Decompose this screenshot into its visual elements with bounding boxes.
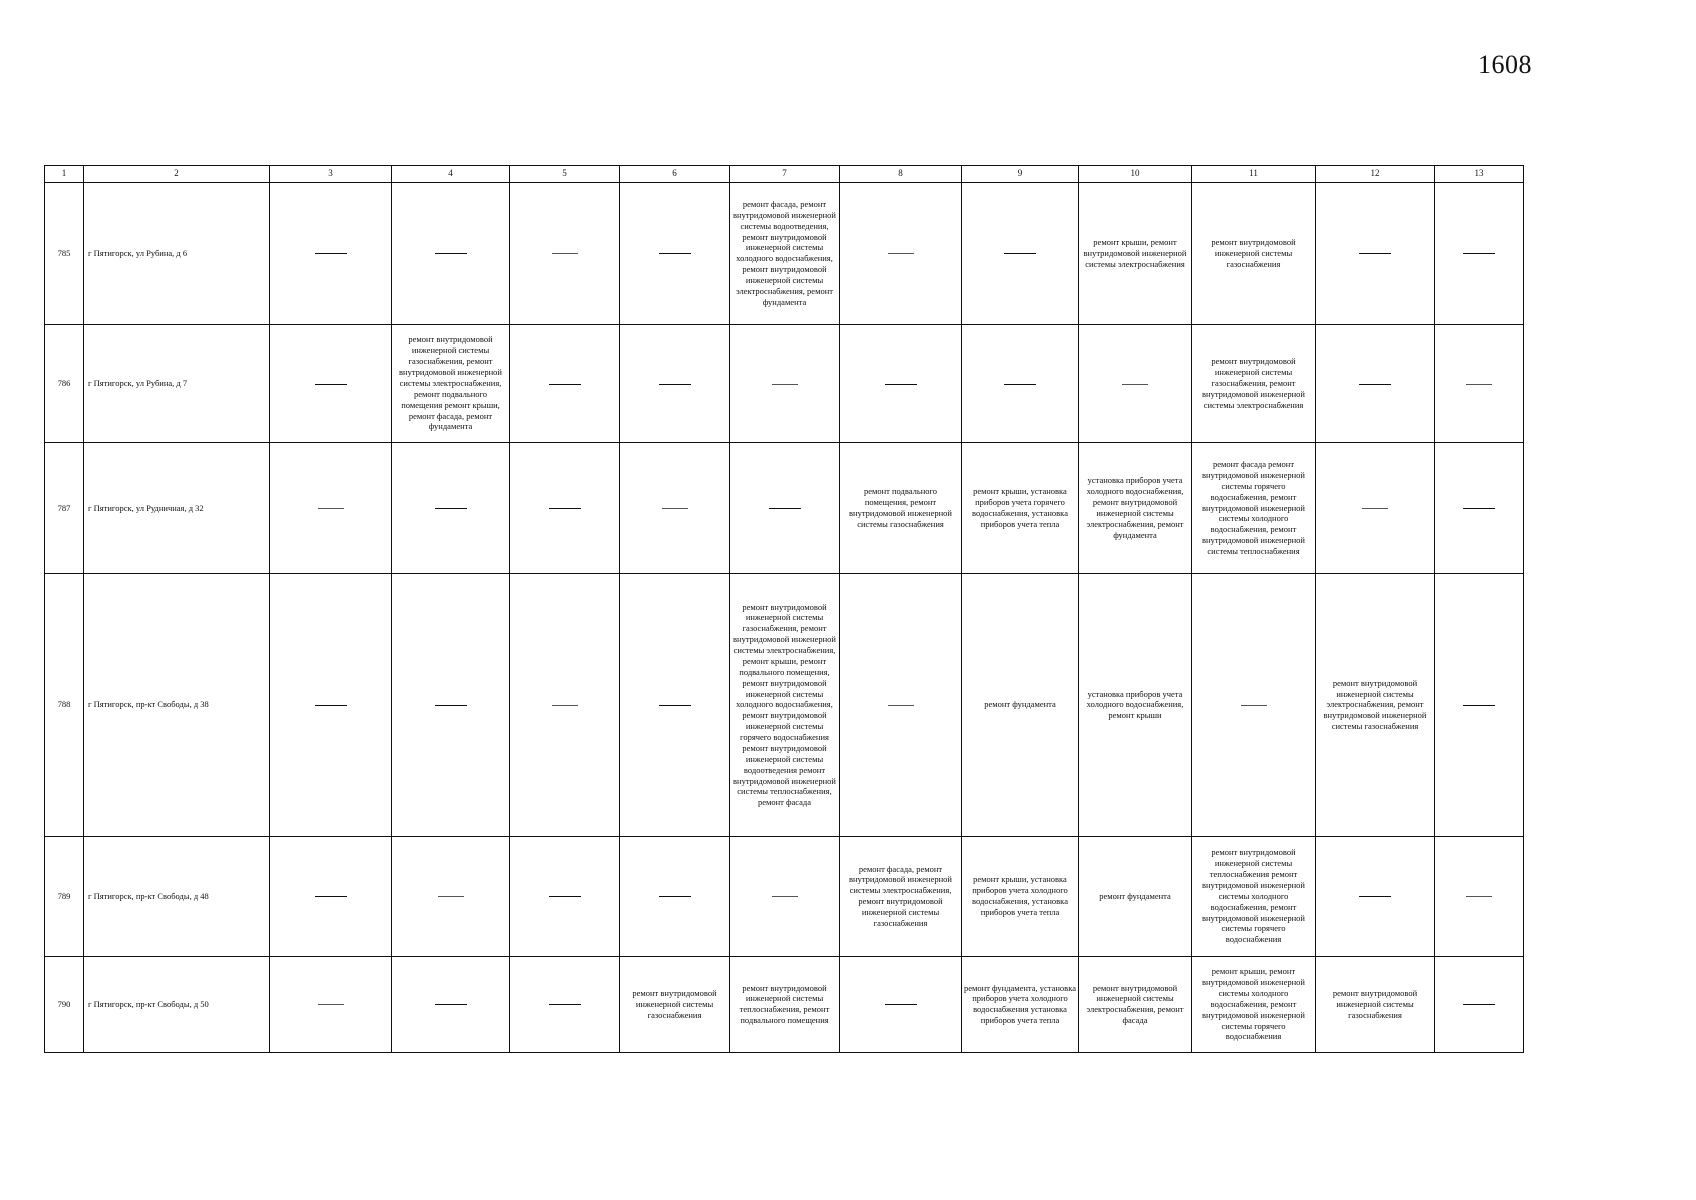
column-header-13: 13 xyxy=(1435,166,1524,183)
repair-schedule-table-wrap xyxy=(44,165,1523,1053)
dash-mark xyxy=(549,384,581,385)
dash-mark xyxy=(318,1004,344,1005)
empty-cell xyxy=(392,956,510,1052)
empty-cell xyxy=(510,443,620,574)
repair-work-cell: ремонт крыши, установка приборов учета горячего водоснабжения, установка приборов учета тепла xyxy=(962,443,1079,574)
column-header-11: 11 xyxy=(1192,166,1316,183)
table-row xyxy=(45,956,1524,1052)
table-body xyxy=(45,183,1524,1053)
dash-mark xyxy=(1463,705,1495,706)
repair-work-cell: установка приборов учета холодного водоснабжения, ремонт внутридомовой инженерной системы электроснабжения, ремонт фундамента xyxy=(1079,443,1192,574)
row-number: 788 xyxy=(45,573,84,836)
repair-work-cell: ремонт внутридомовой инженерной системы теплоснабжения ремонт внутридомовой инженерной системы холодного водоснабжения, ремонт внутридомовой инженерной системы горячего водоснабжения xyxy=(1192,836,1316,956)
dash-mark xyxy=(662,508,688,509)
dash-mark xyxy=(435,1004,467,1005)
empty-cell xyxy=(510,183,620,325)
repair-work-cell: ремонт внутридомовой инженерной системы газоснабжения xyxy=(620,956,730,1052)
dash-mark xyxy=(435,705,467,706)
repair-work-cell: ремонт внутридомовой инженерной системы газоснабжения xyxy=(1316,956,1435,1052)
table-row xyxy=(45,443,1524,574)
dash-mark xyxy=(1463,508,1495,509)
empty-cell xyxy=(1316,836,1435,956)
empty-cell xyxy=(730,836,840,956)
empty-cell xyxy=(840,956,962,1052)
empty-cell xyxy=(840,324,962,443)
empty-cell xyxy=(840,573,962,836)
column-header-12: 12 xyxy=(1316,166,1435,183)
dash-mark xyxy=(1359,253,1391,254)
empty-cell xyxy=(620,443,730,574)
dash-mark xyxy=(888,705,914,706)
empty-cell xyxy=(392,443,510,574)
repair-work-cell: ремонт внутридомовой инженерной системы газоснабжения, ремонт внутридомовой инженерной системы электроснабжения, ремонт крыши, ремонт подвального помещения, ремонт внутридомовой инженерной системы холодного водоснабжения, ремонт внутридомовой инженерной системы горячего водоснабжения ремонт внутридомовой инженерной системы водоотведения ремонт внутридомовой инженерной системы теплоснабжения, ремонт фасада xyxy=(730,573,840,836)
dash-mark xyxy=(888,253,914,254)
repair-work-cell: ремонт подвального помещения, ремонт внутридомовой инженерной системы газоснабжения xyxy=(840,443,962,574)
dash-mark xyxy=(1004,253,1036,254)
address-cell: г Пятигорск, ул Рубина, д 7 xyxy=(84,324,270,443)
dash-mark xyxy=(1466,384,1492,385)
dash-mark xyxy=(659,705,691,706)
empty-cell xyxy=(1316,443,1435,574)
dash-mark xyxy=(885,1004,917,1005)
empty-cell xyxy=(392,183,510,325)
empty-cell xyxy=(730,324,840,443)
dash-mark xyxy=(435,253,467,254)
empty-cell xyxy=(962,183,1079,325)
column-header-4: 4 xyxy=(392,166,510,183)
repair-work-cell: ремонт фундамента xyxy=(962,573,1079,836)
dash-mark xyxy=(1241,705,1267,706)
empty-cell xyxy=(620,573,730,836)
empty-cell xyxy=(962,324,1079,443)
column-header-3: 3 xyxy=(270,166,392,183)
repair-work-cell: ремонт внутридомовой инженерной системы электроснабжения, ремонт фасада xyxy=(1079,956,1192,1052)
address-cell: г Пятигорск, ул Рубина, д 6 xyxy=(84,183,270,325)
dash-mark xyxy=(885,384,917,385)
empty-cell xyxy=(620,836,730,956)
empty-cell xyxy=(392,836,510,956)
table-row xyxy=(45,183,1524,325)
empty-cell xyxy=(270,836,392,956)
table-row xyxy=(45,573,1524,836)
dash-mark xyxy=(659,896,691,897)
dash-mark xyxy=(772,896,798,897)
repair-work-cell: ремонт внутридомовой инженерной системы теплоснабжения, ремонт подвального помещения xyxy=(730,956,840,1052)
dash-mark xyxy=(1122,384,1148,385)
dash-mark xyxy=(438,896,464,897)
empty-cell xyxy=(1435,443,1524,574)
row-number: 789 xyxy=(45,836,84,956)
dash-mark xyxy=(1463,1004,1495,1005)
address-cell: г Пятигорск, пр-кт Свободы, д 50 xyxy=(84,956,270,1052)
column-number-header-row xyxy=(45,166,1524,183)
empty-cell xyxy=(270,443,392,574)
repair-work-cell: ремонт фундамента xyxy=(1079,836,1192,956)
dash-mark xyxy=(549,508,581,509)
dash-mark xyxy=(552,253,578,254)
row-number: 790 xyxy=(45,956,84,1052)
table-row xyxy=(45,324,1524,443)
address-cell: г Пятигорск, пр-кт Свободы, д 38 xyxy=(84,573,270,836)
column-header-10: 10 xyxy=(1079,166,1192,183)
address-cell: г Пятигорск, пр-кт Свободы, д 48 xyxy=(84,836,270,956)
empty-cell xyxy=(1435,324,1524,443)
row-number: 787 xyxy=(45,443,84,574)
repair-schedule-table xyxy=(44,165,1524,1053)
dash-mark xyxy=(315,896,347,897)
dash-mark xyxy=(1359,896,1391,897)
dash-mark xyxy=(1362,508,1388,509)
repair-work-cell: ремонт фасада, ремонт внутридомовой инженерной системы водоотведения, ремонт внутридомовой инженерной системы холодного водоснабжения, ремонт внутридомовой инженерной системы электроснабжения, ремонт фундамента xyxy=(730,183,840,325)
dash-mark xyxy=(1004,384,1036,385)
repair-work-cell: ремонт внутридомовой инженерной системы газоснабжения, ремонт внутридомовой инженерной системы электроснабжения xyxy=(1192,324,1316,443)
column-header-1: 1 xyxy=(45,166,84,183)
dash-mark xyxy=(1463,253,1495,254)
repair-work-cell: установка приборов учета холодного водоснабжения, ремонт крыши xyxy=(1079,573,1192,836)
column-header-2: 2 xyxy=(84,166,270,183)
repair-work-cell: ремонт внутридомовой инженерной системы электроснабжения, ремонт внутридомовой инженерной системы газоснабжения xyxy=(1316,573,1435,836)
dash-mark xyxy=(659,253,691,254)
column-header-6: 6 xyxy=(620,166,730,183)
dash-mark xyxy=(315,384,347,385)
row-number: 786 xyxy=(45,324,84,443)
empty-cell xyxy=(1435,183,1524,325)
dash-mark xyxy=(318,508,344,509)
empty-cell xyxy=(620,183,730,325)
row-number: 785 xyxy=(45,183,84,325)
dash-mark xyxy=(769,508,801,509)
repair-work-cell: ремонт крыши, установка приборов учета холодного водоснабжения, установка приборов учета тепла xyxy=(962,836,1079,956)
empty-cell xyxy=(1435,836,1524,956)
empty-cell xyxy=(510,836,620,956)
empty-cell xyxy=(392,573,510,836)
empty-cell xyxy=(510,324,620,443)
empty-cell xyxy=(730,443,840,574)
dash-mark xyxy=(315,705,347,706)
dash-mark xyxy=(772,384,798,385)
repair-work-cell: ремонт внутридомовой инженерной системы газоснабжения, ремонт внутридомовой инженерной системы электроснабжения, ремонт подвального помещения ремонт крыши, ремонт фасада, ремонт фундамента xyxy=(392,324,510,443)
empty-cell xyxy=(1192,573,1316,836)
dash-mark xyxy=(435,508,467,509)
dash-mark xyxy=(315,253,347,254)
dash-mark xyxy=(1359,384,1391,385)
dash-mark xyxy=(549,896,581,897)
dash-mark xyxy=(549,1004,581,1005)
empty-cell xyxy=(1435,956,1524,1052)
column-header-8: 8 xyxy=(840,166,962,183)
empty-cell xyxy=(510,956,620,1052)
column-header-5: 5 xyxy=(510,166,620,183)
dash-mark xyxy=(1466,896,1492,897)
column-header-9: 9 xyxy=(962,166,1079,183)
repair-work-cell: ремонт крыши, ремонт внутридомовой инженерной системы холодного водоснабжения, ремонт внутридомовой инженерной системы горячего водоснабжения xyxy=(1192,956,1316,1052)
repair-work-cell: ремонт внутридомовой инженерной системы газоснабжения xyxy=(1192,183,1316,325)
empty-cell xyxy=(270,573,392,836)
table-row xyxy=(45,836,1524,956)
empty-cell xyxy=(1079,324,1192,443)
empty-cell xyxy=(1435,573,1524,836)
empty-cell xyxy=(270,183,392,325)
empty-cell xyxy=(510,573,620,836)
dash-mark xyxy=(552,705,578,706)
repair-work-cell: ремонт фундамента, установка приборов учета холодного водоснабжения установка приборов учета тепла xyxy=(962,956,1079,1052)
repair-work-cell: ремонт фасада, ремонт внутридомовой инженерной системы электроснабжения, ремонт внутридомовой инженерной системы газоснабжения xyxy=(840,836,962,956)
dash-mark xyxy=(659,384,691,385)
empty-cell xyxy=(840,183,962,325)
empty-cell xyxy=(270,956,392,1052)
empty-cell xyxy=(620,324,730,443)
repair-work-cell: ремонт фасада ремонт внутридомовой инженерной системы горячего водоснабжения, ремонт внутридомовой инженерной системы холодного водоснабжения, ремонт внутридомовой инженерной системы теплоснабжения xyxy=(1192,443,1316,574)
column-header-7: 7 xyxy=(730,166,840,183)
address-cell: г Пятигорск, ул Рудничная, д 32 xyxy=(84,443,270,574)
empty-cell xyxy=(1316,183,1435,325)
empty-cell xyxy=(270,324,392,443)
page-number: 1608 xyxy=(1478,50,1532,79)
repair-work-cell: ремонт крыши, ремонт внутридомовой инженерной системы электроснабжения xyxy=(1079,183,1192,325)
empty-cell xyxy=(1316,324,1435,443)
